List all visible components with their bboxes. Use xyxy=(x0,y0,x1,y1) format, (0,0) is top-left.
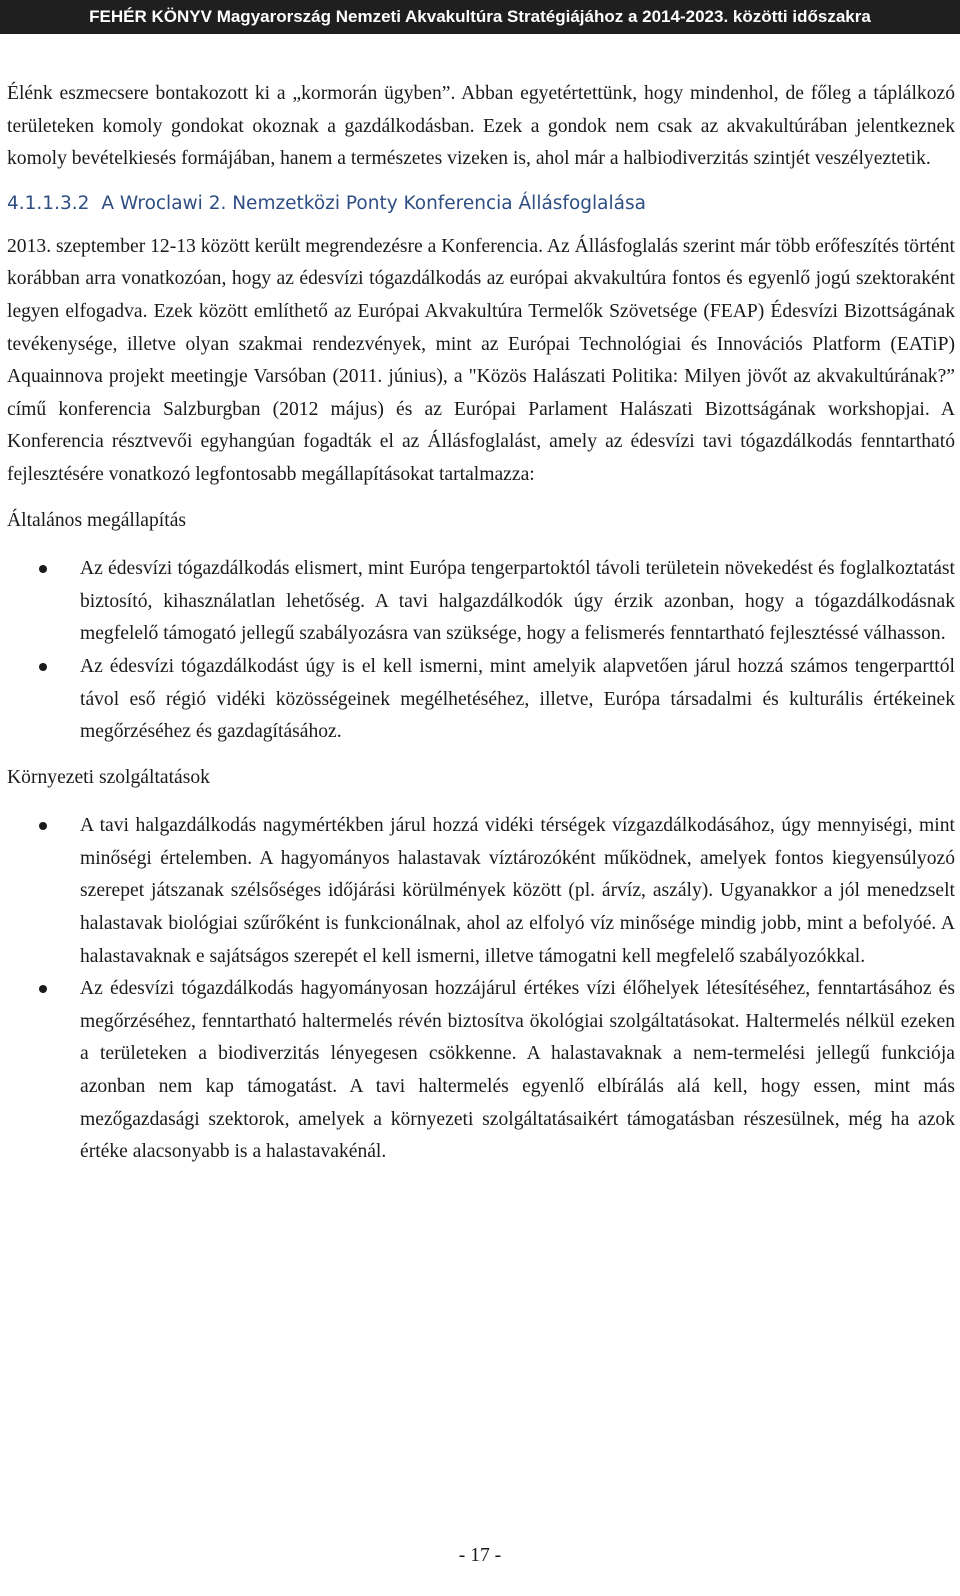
list-item xyxy=(7,553,955,651)
section-number: 4.1.1.3.2 xyxy=(7,192,90,214)
environmental-services-list xyxy=(7,810,955,1169)
section-heading xyxy=(7,189,955,219)
bullet-icon xyxy=(39,822,47,830)
bullet-icon xyxy=(39,663,47,671)
list-item xyxy=(7,651,955,749)
document-header xyxy=(0,0,960,34)
general-findings-list xyxy=(7,553,955,749)
page-footer xyxy=(0,1545,960,1567)
general-findings-title: Általános megállapítás xyxy=(7,509,187,531)
list-item-text: Az édesvízi tógazdálkodás hagyományosan hozzájárul értékes vízi élőhelyek létesítéséhez, fenntartásához és megőrzéséhez, fenntartható haltermelés révén biztosítva ökológiai szolgáltatásokat. Haltermelés nélkül ezeken a területeken a biodiverzitás lényegesen csökkenne. A halastavaknak a nem-termelési jellegű funkciója azonban nem kap támogatást. A tavi haltermelés egyenlő elbírálás alá kell, hogy essen, mint más mezőgazdasági szektorok, amelyek a környezeti szolgáltatásaikért támogatásban részesülnek, még ha azok értéke alacsonyabb is a halastavakénál. xyxy=(80,978,955,1163)
bullet-icon xyxy=(39,565,47,573)
environmental-services-title: Környezeti szolgáltatások xyxy=(7,766,210,788)
section-paragraph: 2013. szeptember 12-13 között került megrendezésre a Konferencia. Az Állásfoglalás szerint már több erőfeszítés történt korábban arra vonatkozóan, hogy az édesvízi tógazdálkodás az európai akvakultúra fontos és egyenlő jogú szektoraként legyen elfogadva. Ezek között említhető az Európai Akvakultúra Termelők Szövetsége (FEAP) Édesvízi Bizottságának tevékenysége, illetve olyan szakmai rendezvények, mint az Európai Technológiai és Innovációs Platform (EATiP) Aquainnova projekt meetingje Varsóban (2011. június), a "Közös Halászati Politika: Milyen jövőt az akvakultúrának?” című konferencia Salzburgban (2012 május) és az Európai Parlament Halászati Bizottságának workshopjai. A Konferencia résztvevői egyhangúan fogadták el az Állásfoglalást, amely az édesvízi tavi tógazdálkodás fenntartható fejlesztésére vonatkozó legfontosabb megállapításokat tartalmazza: xyxy=(7,235,955,485)
page-content xyxy=(7,78,955,1179)
section-title: A Wroclawi 2. Nemzetközi Ponty Konferencia Állásfoglalása xyxy=(101,192,646,214)
list-item xyxy=(7,810,955,973)
header-title: FEHÉR KÖNYV Magyarország Nemzeti Akvakultúra Stratégiájához a 2014-2023. közötti időszakra xyxy=(89,7,871,26)
bullet-icon xyxy=(39,985,47,993)
list-item-text: A tavi halgazdálkodás nagymértékben járul hozzá vidéki térségek vízgazdálkodásához, úgy mennyiségi, mint minőségi értelemben. A hagyományos halastavak víztározóként működnek, amelyek fontos kiegyensúlyozó szerepet játszanak szélsőséges időjárási körülmények között (pl. árvíz, aszály). Ugyanakkor a jól menedzselt halastavak biológiai szűrőként is funkcionálnak, ahol az elfolyó víz minősége mindig jobb, mint a befolyóé. A halastavaknak e sajátságos szerepét el kell ismerni, illetve támogatni kell megfelelő szabályozókkal. xyxy=(80,815,955,967)
page-number: - 17 - xyxy=(458,1545,502,1566)
intro-paragraph: Élénk eszmecsere bontakozott ki a „kormorán ügyben”. Abban egyetértettünk, hogy mindenhol, de főleg a táplálkozó területeken komoly gondokat okoznak a gazdálkodásban. Ezek a gondok nem csak az akvakultúrában jelentkeznek komoly bevételkiesés formájában, hanem a természetes vizeken is, ahol már a halbiodiverzitás szintjét veszélyeztetik. xyxy=(7,83,955,170)
list-item-text: Az édesvízi tógazdálkodás elismert, mint Európa tengerpartoktól távoli területein növekedést és foglalkoztatást biztosító, kihasználatlan lehetőség. A tavi halgazdálkodók úgy érzik azonban, hogy a tógazdálkodásnak megfelelő támogató jellegű szabályozásra van szüksége, hogy a felismerés fenntartható fejlesztéssé válhasson. xyxy=(80,558,955,645)
list-item-text: Az édesvízi tógazdálkodást úgy is el kell ismerni, mint amelyik alapvetően járul hozzá számos tengerparttól távol eső régió vidéki közösségeinek megélhetéséhez, illetve, Európa társadalmi és kulturális értékeinek megőrzéséhez és gazdagításához. xyxy=(80,655,955,743)
list-item xyxy=(7,973,955,1169)
